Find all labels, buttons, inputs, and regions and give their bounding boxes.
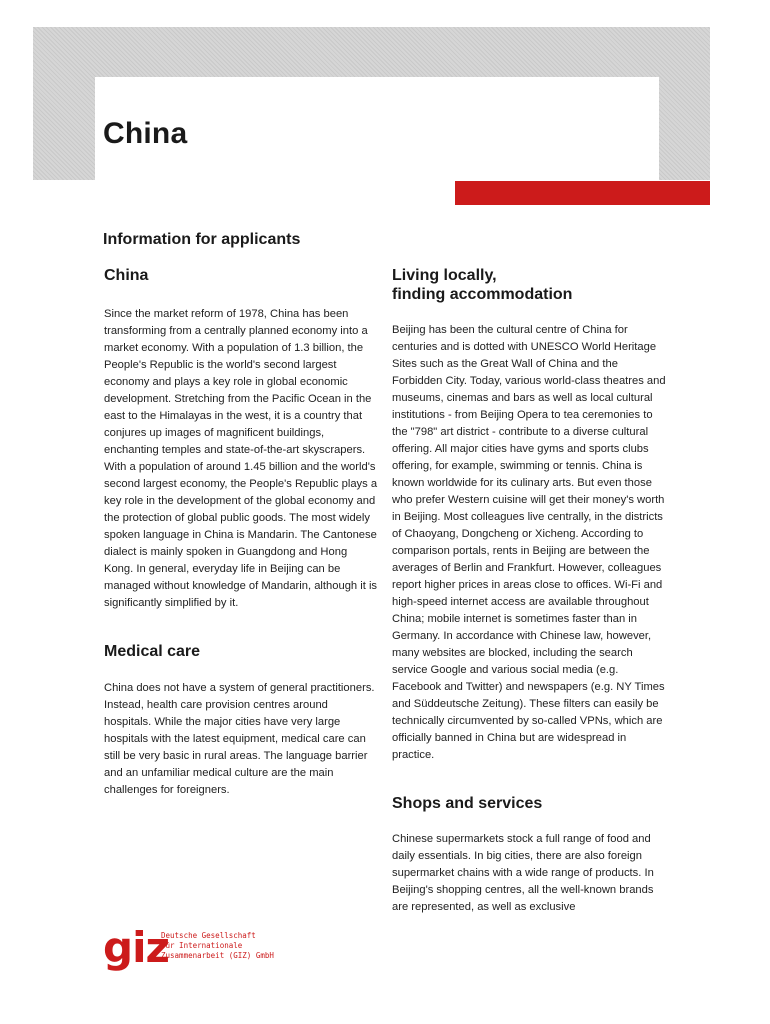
giz-logo [103, 923, 303, 972]
section-title: Information for applicants [103, 231, 301, 248]
living-paragraph: Beijing has been the cultural centre of China for centuries and is dotted with UNESCO World Heritage Sites such as the Great Wall of China and the Forbidden City. Today, various world-class theatres and museums, cinemas and bars as well as local cultural institutions - from Beijing Opera to tea ceremonies to the "798" art district - contribute to a diverse cultural offering. All major cities have gyms and sports clubs offering, for example, swimming or tennis. China is known worldwide for its culinary arts. But even those who prefer Western cuisine will get their money's worth in Beijing. Most colleagues live centrally, in the districts of Chaoyang, Dongcheng or Xicheng. According to comparison portals, rents in Beijing are between the averages of Berlin and Frankfurt. However, colleagues report higher prices in areas close to offices. Wi-Fi and high-speed internet access are available throughout China; mobile internet is sometimes faster than in Germany. In accordance with Chinese law, however, many websites are blocked, including the search service Google and various social media (e.g. Facebook and Twitter) and newspapers (e.g. NY Times and Süddeutsche Zeitung). These filters can easily be technically circumvented by so-called VPNs, which are officially banned in China but are widespread in practice. [392, 324, 666, 761]
living-heading-line2: finding accommodation [392, 286, 573, 303]
giz-logo-mark: giz [103, 923, 169, 972]
living-heading-line1: Living locally, [392, 267, 497, 284]
shops-heading: Shops and services [392, 795, 543, 812]
page-title: China [103, 117, 188, 150]
shops-paragraph: Chinese supermarkets stock a full range of food and daily essentials. In big cities, there are also foreign supermarket chains with a wide range of products. In Beijing's shopping centres, all the well-known brands are represented, as well as exclusive [392, 833, 654, 913]
right-column [392, 266, 668, 916]
china-heading: China [104, 267, 149, 284]
left-column [104, 266, 378, 799]
medical-care-paragraph: China does not have a system of general practitioners. Instead, health care provision centres around hospitals. While the major cities have very large hospitals with the latest equipment, medical care can still be very basic in rural areas. The language barrier and an unfamiliar medical culture are the main challenges for foreigners. [104, 682, 375, 796]
living-heading [392, 266, 668, 304]
medical-care-heading: Medical care [104, 643, 201, 660]
giz-logo-text [161, 931, 274, 961]
logo-line-2: für Internationale [161, 941, 243, 950]
china-paragraph: Since the market reform of 1978, China has been transforming from a centrally planned economy into a market economy. With a population of 1.3 billion, the People's Republic is the world's second largest economy and plays a key role in global economic development. Stretching from the Pacific Ocean in the east to the Himalayas in the west, it is a country that conjures up images of magnificent buildings, enchanting temples and state-of-the-art skyscrapers. With a population of around 1.45 billion and the world's second largest economy, the People's Republic plays a key role in the development of the global economy and the protection of global public goods. The most widely spoken language in China is Mandarin. The Cantonese dialect is mainly spoken in Guangdong and Hong Kong. In general, everyday life in Beijing can be managed without knowledge of Mandarin, although it is significantly simplified by it. [104, 308, 378, 609]
accent-red-bar [455, 181, 710, 205]
logo-line-1: Deutsche Gesellschaft [161, 931, 256, 940]
logo-line-3: Zusammenarbeit (GIZ) GmbH [161, 951, 274, 960]
